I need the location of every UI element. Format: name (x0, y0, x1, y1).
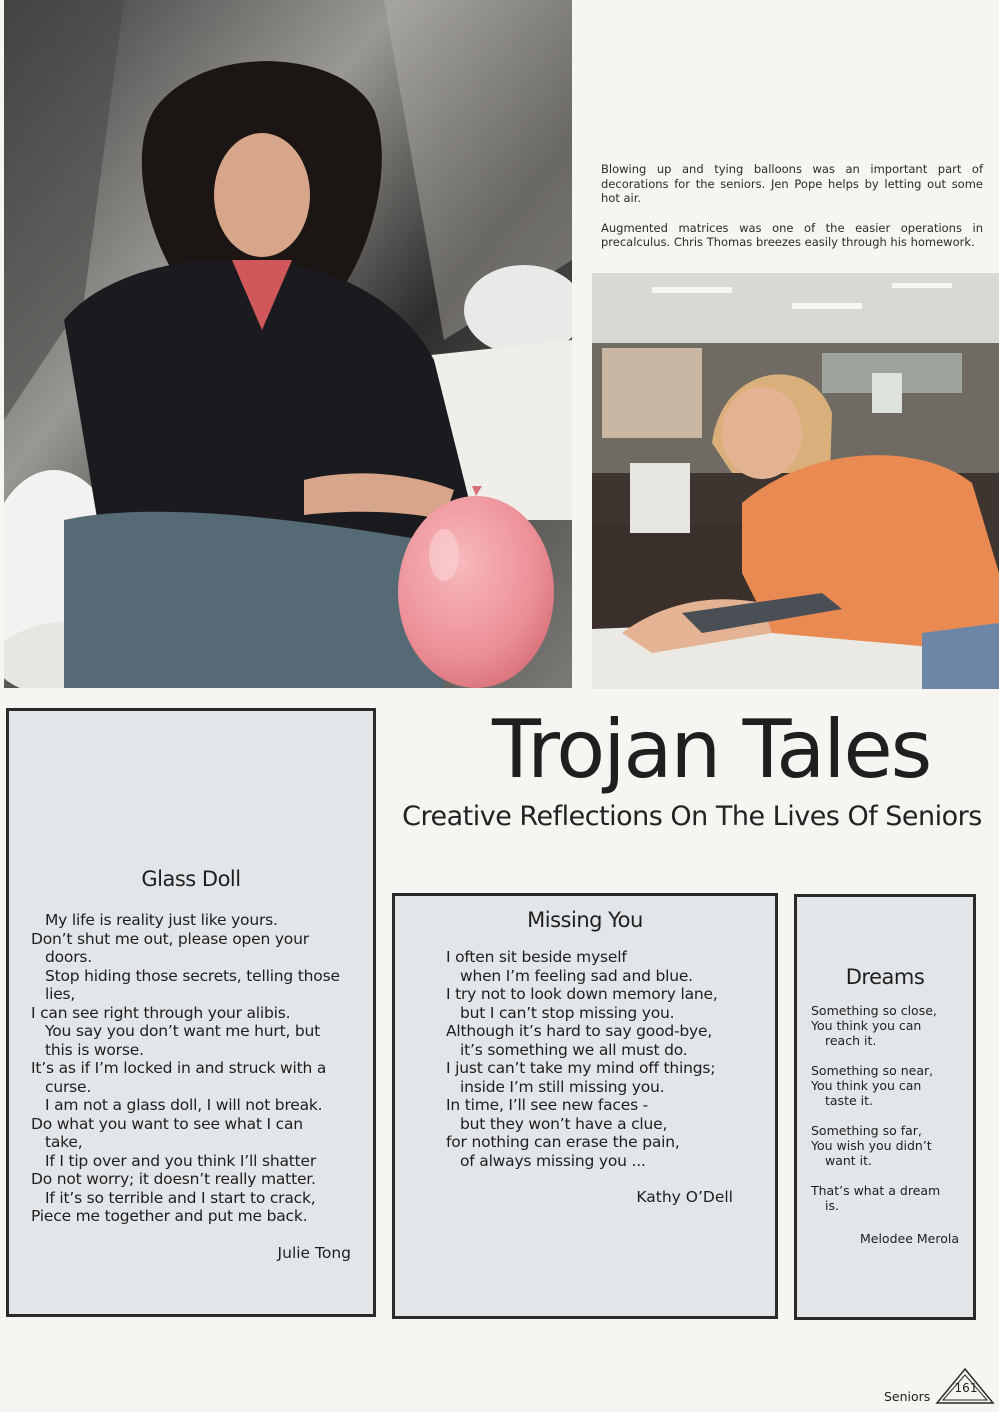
poem-line: You wish you didn’t (811, 1138, 932, 1153)
poem-line: I am not a glass doll, I will not break. (45, 1096, 323, 1114)
poem-line: Do what you want to see what I can (31, 1114, 303, 1133)
poem-line: reach it. (825, 1033, 877, 1048)
poem-line: is. (825, 1198, 839, 1213)
poem-line: Something so near, (811, 1063, 934, 1078)
poem-line: I often sit beside myself (446, 948, 627, 966)
poem-line: If it’s so terrible and I start to crack, (45, 1188, 316, 1207)
caption-homework: Augmented matrices was one of the easier operations in precalculus. Chris Thomas breezes easily through his homework. (601, 220, 983, 249)
poem-author: Kathy O’Dell (636, 1188, 733, 1206)
poem-line: but I can’t stop missing you. (460, 1003, 675, 1022)
poem-line: of always missing you ... (460, 1151, 646, 1170)
poem-line: take, (45, 1133, 83, 1151)
photo-balloon-illustration (4, 0, 572, 688)
poem-line: taste it. (825, 1093, 873, 1108)
poem-line: this is worse. (45, 1040, 144, 1059)
poem-line: Something so close, (811, 1003, 937, 1018)
poem-line: Something so far, (811, 1123, 922, 1138)
poem-lines (417, 948, 753, 1170)
page-title: Trojan Tales (492, 703, 931, 796)
poem-line: My life is reality just like yours. (45, 911, 278, 929)
page-number: 161 (954, 1381, 978, 1395)
poem-title: Dreams (845, 965, 925, 989)
poem-line: Do not worry; it doesn’t really matter. (31, 1170, 316, 1188)
poem-line: That’s what a dream (811, 1183, 941, 1198)
poem-dreams (794, 894, 976, 1320)
section-label: Seniors (884, 1389, 931, 1404)
poem-line: I can see right through your alibis. (31, 1003, 291, 1022)
poem-line: It’s as if I’m locked in and struck with a (31, 1059, 327, 1077)
poem-line: want it. (825, 1153, 873, 1168)
poem-lines (31, 911, 351, 1226)
poem-title: Glass Doll (141, 867, 241, 891)
poem-missing-you (392, 893, 778, 1319)
poem-line: curse. (45, 1077, 92, 1096)
caption-balloons: Blowing up and tying balloons was an important part of decorations for the seniors. Jen Pope helps by letting out some hot air. (601, 162, 983, 205)
poem-line: You say you don’t want me hurt, but (45, 1022, 321, 1040)
poem-line: Piece me together and put me back. (31, 1207, 308, 1225)
photo-homework (592, 273, 999, 689)
poem-line: Don’t shut me out, please open your (31, 929, 309, 948)
poem-title: Missing You (527, 908, 643, 932)
poem-line: but they won’t have a clue, (460, 1114, 668, 1133)
page-subtitle: Creative Reflections On The Lives Of Seniors (402, 801, 982, 832)
poem-line: inside I’m still missing you. (460, 1077, 665, 1096)
photo-homework-illustration (592, 273, 999, 689)
poem-line: I try not to look down memory lane, (446, 985, 718, 1003)
photo-captions (601, 162, 983, 265)
poem-line: when I’m feeling sad and blue. (460, 966, 693, 985)
poem-line: for nothing can erase the pain, (446, 1133, 680, 1151)
poem-line: I just can’t take my mind off things; (446, 1059, 716, 1077)
poem-line: If I tip over and you think I’ll shatter (45, 1151, 317, 1170)
poem-line: You think you can (811, 1078, 922, 1093)
poem-line: You think you can (811, 1018, 922, 1033)
poem-line: lies, (45, 985, 76, 1003)
poem-lines (811, 1003, 959, 1213)
poem-line: Although it’s hard to say good-bye, (446, 1022, 713, 1040)
poem-line: Stop hiding those secrets, telling those (45, 966, 340, 985)
poem-line: it’s something we all must do. (460, 1040, 688, 1059)
poem-author: Julie Tong (277, 1243, 351, 1262)
photo-balloon-tying (4, 0, 572, 688)
poem-author: Melodee Merola (859, 1231, 959, 1246)
poem-line: doors. (45, 948, 92, 966)
poem-glass-doll (6, 708, 376, 1317)
poem-line: In time, I’ll see new faces - (446, 1096, 649, 1114)
